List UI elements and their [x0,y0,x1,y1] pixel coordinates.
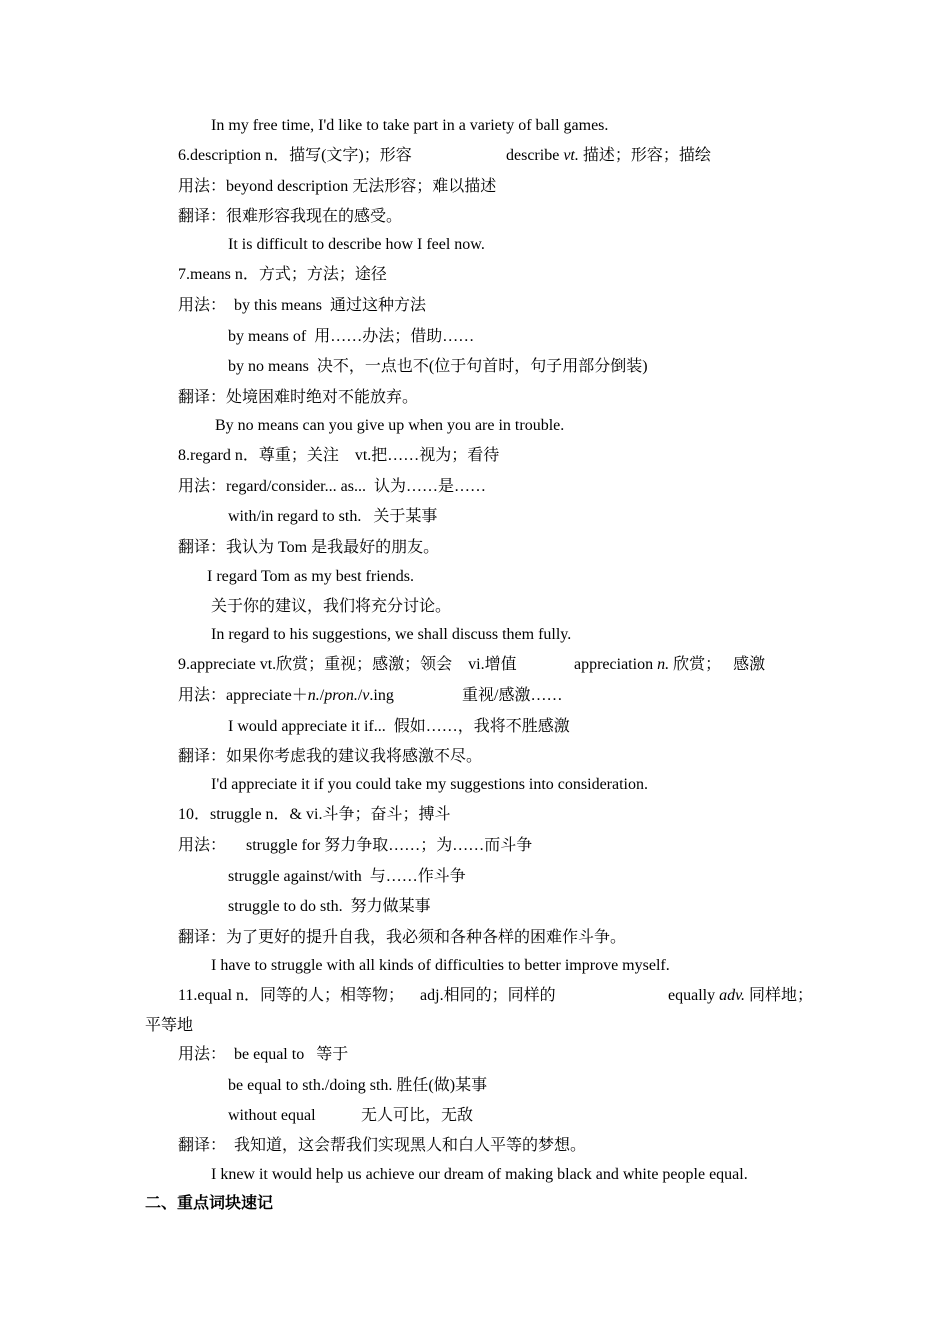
translation-answer: I have to struggle with all kinds of difficulties to better improve myself. [211,957,670,974]
usage-line: 用法：regard/consider... as... 认为……是…… [178,478,486,495]
usage-line: 用法： be equal to 等于 [178,1046,349,1063]
usage-meaning: 重视/感激…… [462,687,563,704]
entry-describe: describe vt. 描述；形容；描绘 [506,147,711,164]
entry-struggle: 10．struggle n．& vi.斗争；奋斗；搏斗 [178,806,451,823]
entry-means: 7.means n．方式；方法；途径 [178,266,387,283]
translation-answer: I'd appreciate it if you could take my suggestions into consideration. [211,776,648,793]
usage-line: 用法：appreciate＋n./pron./v.ing [178,687,394,704]
translation-answer: It is difficult to describe how I feel now. [228,236,485,253]
entry-equal: 11.equal n．同等的人；相等物； adj.相同的；同样的 [178,987,556,1004]
translation-prompt: 翻译：如果你考虑我的建议我将感激不尽。 [178,748,483,765]
usage-line: 用法： by this means 通过这种方法 [178,297,426,314]
translation-prompt: 关于你的建议，我们将充分讨论。 [211,598,452,615]
translation-answer: In regard to his suggestions, we shall discuss them fully. [211,626,572,643]
translation-prompt: 翻译：为了更好的提升自我，我必须和各种各样的困难作斗争。 [178,929,627,946]
entry-equally-continued: 平等地 [145,1017,194,1034]
usage-line: struggle to do sth. 努力做某事 [228,898,431,915]
translation-prompt: 翻译：处境困难时绝对不能放弃。 [178,389,419,406]
usage-line: 用法：beyond description 无法形容；难以描述 [178,178,497,195]
usage-line: struggle against/with 与……作斗争 [228,868,466,885]
usage-line: be equal to sth./doing sth. 胜任(做)某事 [228,1077,488,1094]
section-heading: 二、重点词块速记 [145,1195,274,1212]
translation-answer: I knew it would help us achieve our dream of making black and white people equal. [211,1166,748,1183]
translation-answer: I regard Tom as my best friends. [207,568,414,585]
usage-line: with/in regard to sth. 关于某事 [228,508,438,525]
usage-line: by means of 用……办法；借助…… [228,328,475,345]
entry-regard: 8.regard n．尊重；关注 vt.把……视为；看待 [178,447,500,464]
translation-prompt: 翻译：我认为 Tom 是我最好的朋友。 [178,539,440,556]
usage-line: by no means 决不，一点也不(位于句首时，句子用部分倒装) [228,358,648,375]
entry-appreciation: appreciation n. 欣赏； 感激 [574,656,766,673]
usage-line: without equal [228,1107,316,1124]
usage-meaning: 无人可比，无敌 [361,1107,474,1124]
translation-answer: By no means can you give up when you are in trouble. [215,417,565,434]
translation-prompt: 翻译：很难形容我现在的感受。 [178,208,403,225]
entry-appreciate: 9.appreciate vt.欣赏；重视；感激；领会 vi.增值 [178,656,517,673]
entry-equally: equally adv. 同样地； [668,987,814,1004]
usage-line: 用法： struggle for 努力争取……；为……而斗争 [178,837,533,854]
translation-prompt: 翻译： 我知道，这会帮我们实现黑人和白人平等的梦想。 [178,1137,587,1154]
example-sentence: In my free time, I'd like to take part in a variety of ball games. [211,117,609,134]
entry-description: 6.description n．描写(文字)；形容 [178,147,412,164]
usage-line: I would appreciate it if... 假如……，我将不胜感激 [228,718,570,735]
